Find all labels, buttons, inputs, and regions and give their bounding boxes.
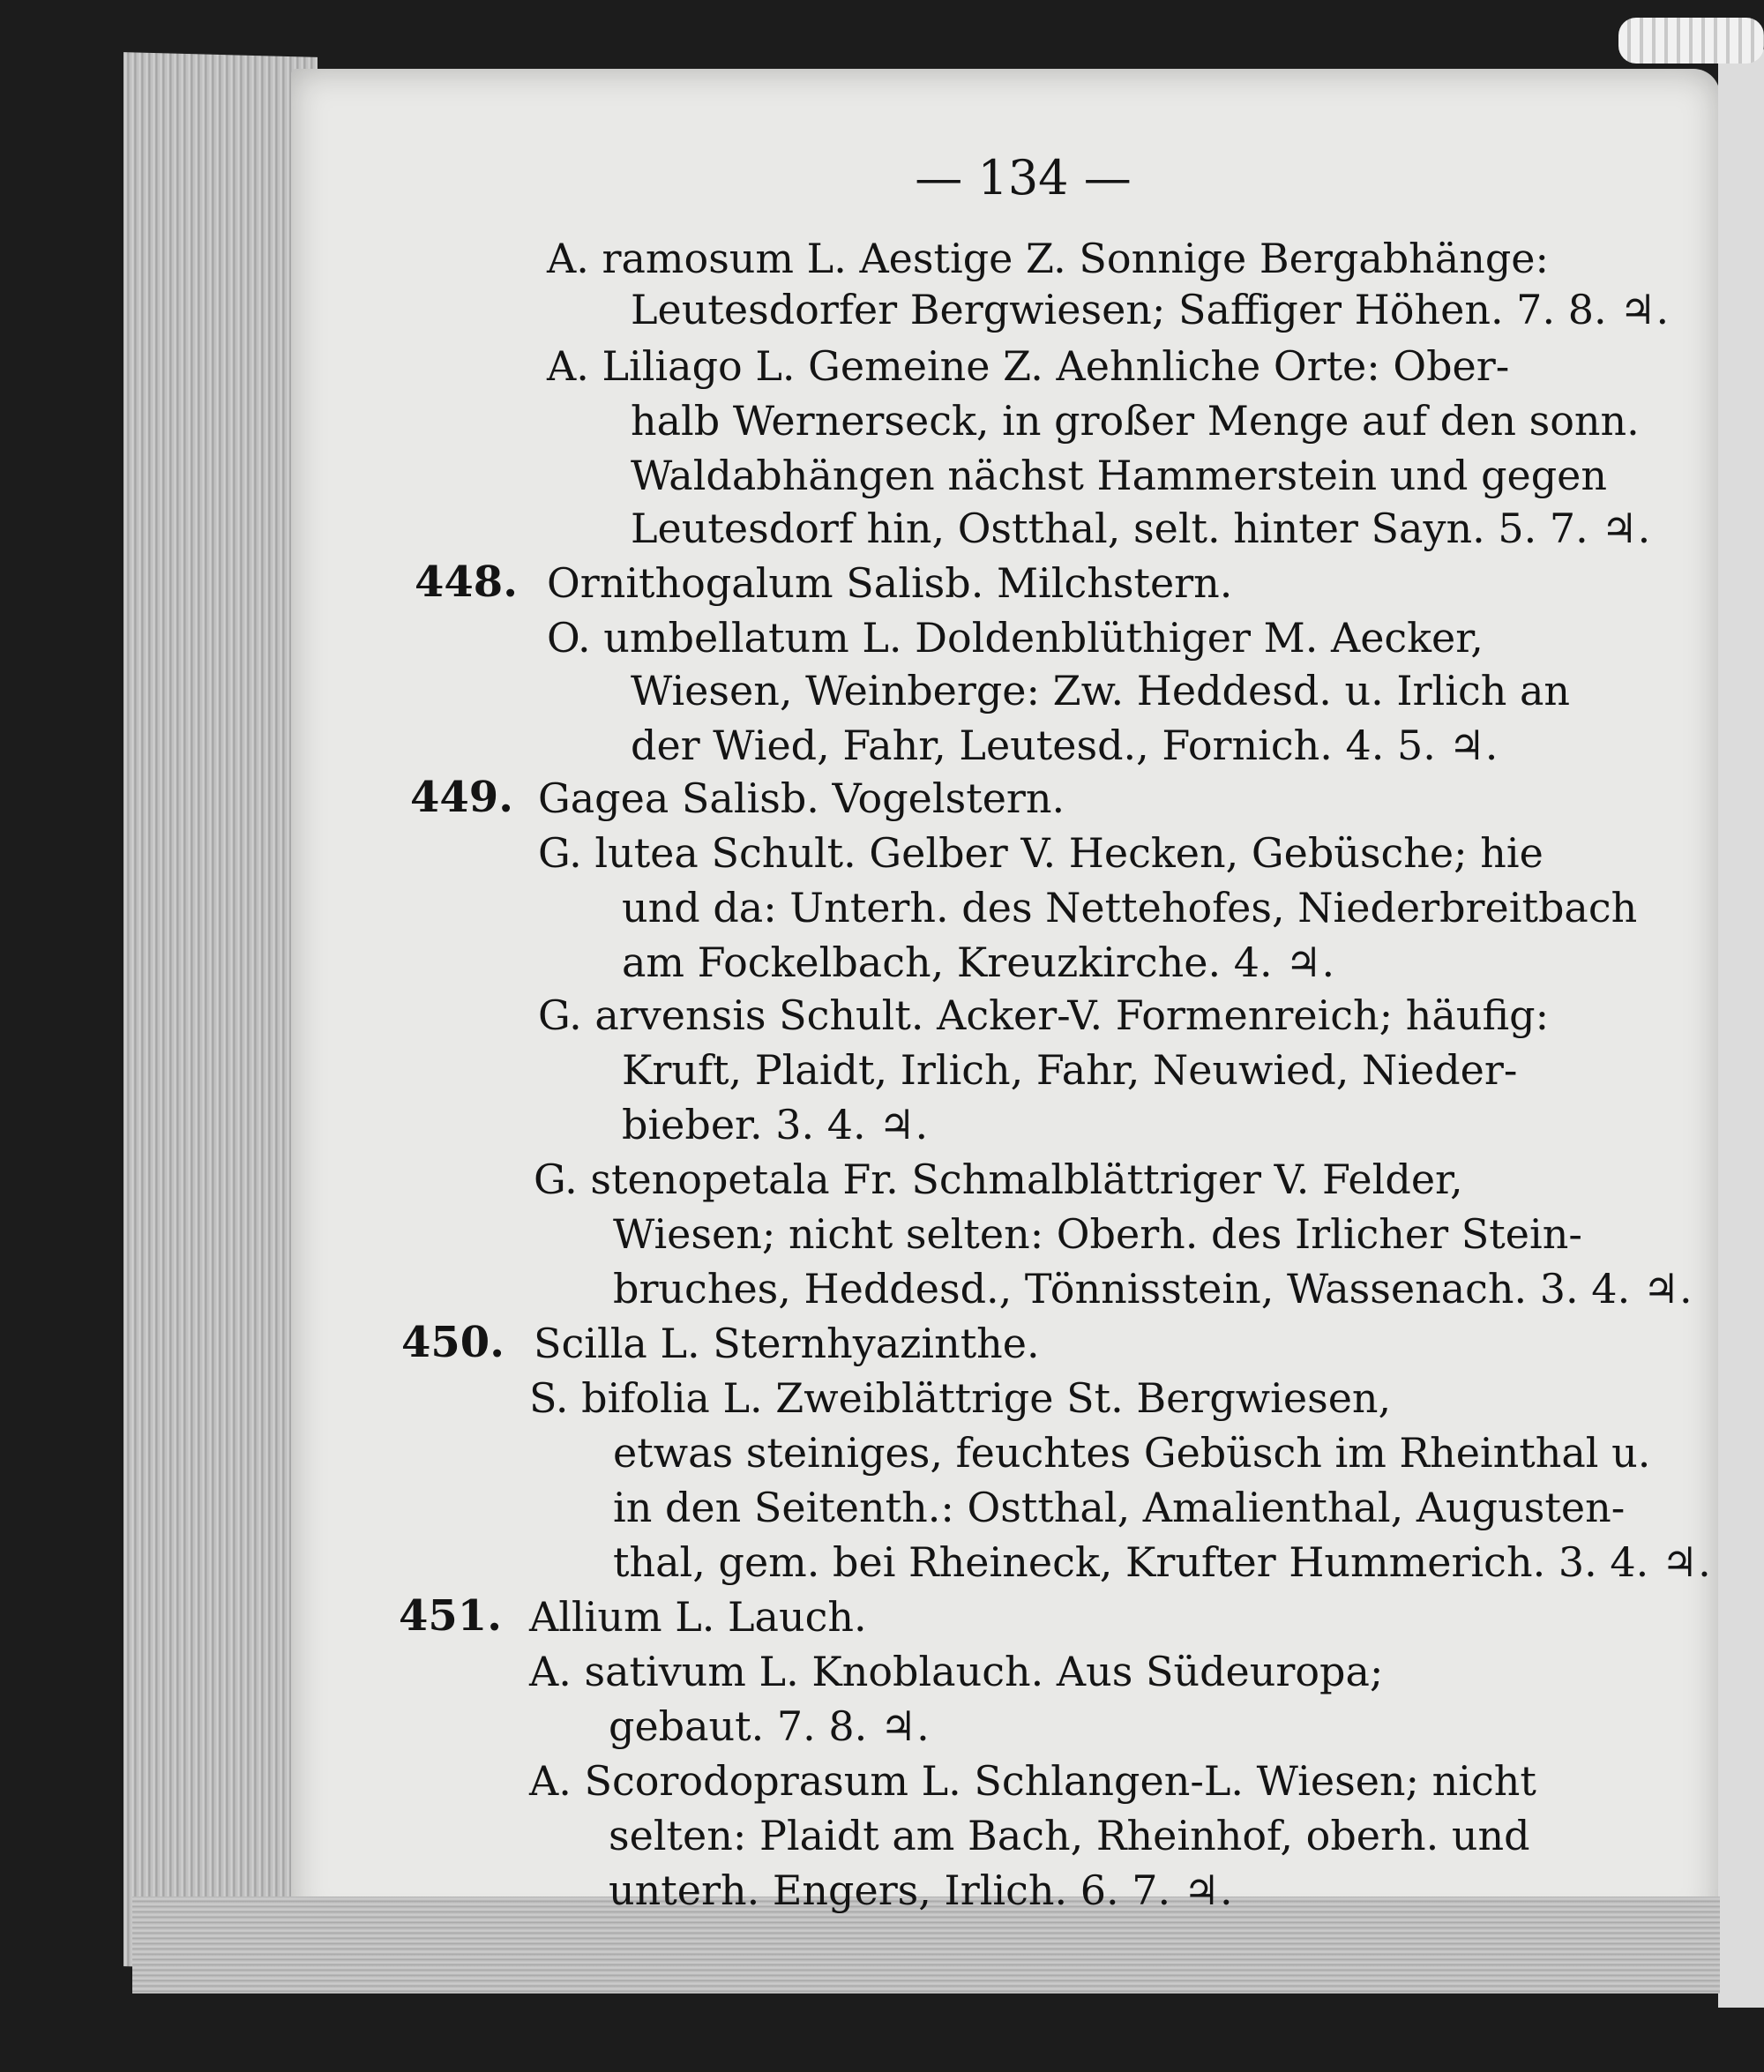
- text-line: selten: Plaidt am Bach, Rheinhof, oberh. und: [609, 1812, 1530, 1859]
- entry-number: 449.: [410, 773, 513, 822]
- genus-heading: Scilla L. Sternhyazinthe.: [534, 1320, 1040, 1367]
- text-line: unterh. Engers, Irlich. 6. 7. ♃.: [609, 1866, 1233, 1914]
- text-line: S. bifolia L. Zweiblättrige St. Bergwiesen,: [529, 1374, 1392, 1422]
- text-line: Kruft, Plaidt, Irlich, Fahr, Neuwied, Nieder-: [622, 1046, 1518, 1094]
- text-line: am Fockelbach, Kreuzkirche. 4. ♃.: [622, 939, 1335, 986]
- genus-heading: Ornithogalum Salisb. Milchstern.: [547, 559, 1233, 607]
- text-line: A. Scorodoprasum L. Schlangen-L. Wiesen; nicht: [529, 1757, 1536, 1805]
- genus-heading: Gagea Salisb. Vogelstern.: [538, 774, 1065, 822]
- bookmark-ribbon: [1618, 18, 1764, 64]
- text-line: bruches, Heddesd., Tönnisstein, Wassenach. 3. 4. ♃.: [613, 1265, 1693, 1313]
- text-line: und da: Unterh. des Nettehofes, Niederbreitbach: [622, 884, 1638, 931]
- text-line: halb Wernerseck, in großer Menge auf den sonn.: [631, 397, 1640, 445]
- text-line: thal, gem. bei Rheineck, Krufter Hummerich. 3. 4. ♃.: [613, 1538, 1711, 1586]
- facing-page-edge: [1718, 49, 1764, 2008]
- text-line: Wiesen; nicht selten: Oberh. des Irlicher Stein-: [613, 1210, 1582, 1258]
- entry-number: 451.: [399, 1591, 502, 1641]
- text-line: in den Seitenth.: Ostthal, Amalienthal, Augusten-: [613, 1484, 1626, 1531]
- text-line: der Wied, Fahr, Leutesd., Fornich. 4. 5. ♃.: [631, 722, 1499, 769]
- text-line: G. lutea Schult. Gelber V. Hecken, Gebüsche; hie: [538, 829, 1544, 877]
- genus-heading: Allium L. Lauch.: [529, 1593, 867, 1641]
- text-line: etwas steiniges, feuchtes Gebüsch im Rheinthal u.: [613, 1429, 1651, 1477]
- page-number: — 134 —: [915, 150, 1132, 206]
- entry-number: 448.: [415, 557, 518, 607]
- text-line: gebaut. 7. 8. ♃.: [609, 1702, 930, 1750]
- text-line: A. Liliago L. Gemeine Z. Aehnliche Orte: Ober-: [547, 342, 1510, 390]
- text-line: A. ramosum L. Aestige Z. Sonnige Bergabhänge:: [547, 235, 1550, 282]
- text-line: Waldabhängen nächst Hammerstein und gegen: [631, 452, 1608, 499]
- text-line: bieber. 3. 4. ♃.: [622, 1101, 929, 1148]
- text-line: A. sativum L. Knoblauch. Aus Südeuropa;: [529, 1648, 1384, 1695]
- text-line: Leutesdorf hin, Ostthal, selt. hinter Sayn. 5. 7. ♃.: [631, 505, 1651, 552]
- text-line: O. umbellatum L. Doldenblüthiger M. Aecker,: [547, 614, 1484, 662]
- book-page-edges: [123, 52, 318, 1971]
- text-line: G. arvensis Schult. Acker-V. Formenreich; häufig:: [538, 991, 1550, 1039]
- text-line: Leutesdorfer Bergwiesen; Saffiger Höhen. 7. 8. ♃.: [631, 286, 1670, 333]
- entry-number: 450.: [401, 1318, 505, 1367]
- text-line: Wiesen, Weinberge: Zw. Heddesd. u. Irlich an: [631, 667, 1571, 714]
- text-line: G. stenopetala Fr. Schmalblättriger V. Felder,: [534, 1156, 1463, 1203]
